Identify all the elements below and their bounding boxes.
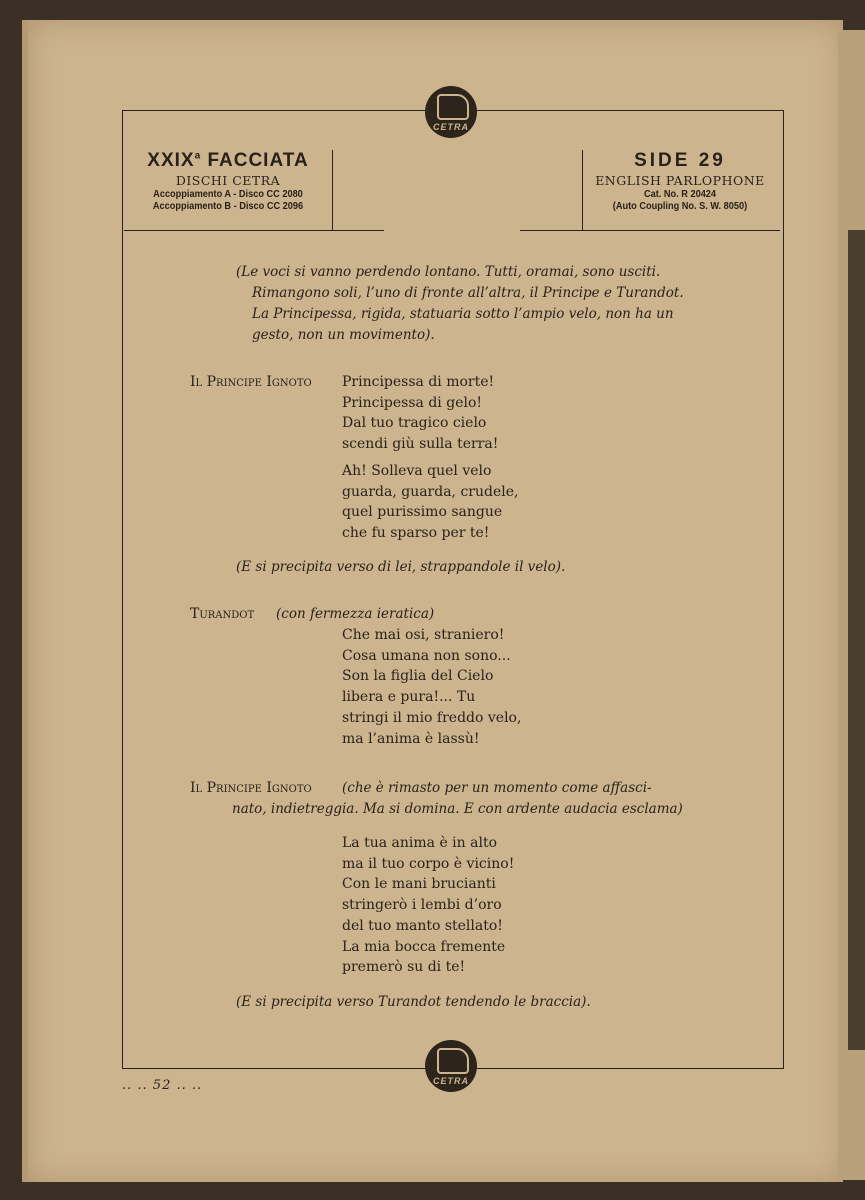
stage-direction-2: (E si precipita verso di lei, strappandole il velo).	[236, 559, 566, 575]
verse-line: Dal tuo tragico cielo	[342, 415, 487, 432]
header-right	[582, 150, 777, 230]
verse-line: Son la figlia del Cielo	[342, 668, 494, 685]
cetra-logo-icon: CETRA	[425, 1040, 477, 1092]
stage-direction-3: (E si precipita verso Turandot tendendo le braccia).	[236, 994, 591, 1010]
verse-block	[342, 625, 521, 749]
verse-line: premerò su di te!	[342, 959, 466, 976]
character-direction: (con fermezza ieratica)	[276, 606, 435, 622]
verse-block	[342, 833, 514, 978]
page-edge-shadow	[848, 230, 865, 1050]
verse-line: Principessa di gelo!	[342, 394, 483, 411]
header-rule-left	[124, 230, 384, 231]
header-left-title: XXIX$^a$ FACCIATA	[147, 150, 309, 171]
verse-line: La tua anima è in alto	[342, 835, 498, 851]
header-left-line1: Accoppiamento A - Disco CC 2080	[153, 189, 303, 200]
header-left-line2: Accoppiamento B - Disco CC 2096	[152, 201, 304, 212]
verse-line: libera e pura!... Tu	[342, 689, 476, 706]
verse-line: Principessa di morte!	[342, 374, 495, 390]
character-direction: nato, indietreggia. Ma si domina. E con ardente audacia esclama)	[232, 801, 683, 817]
header-right-title: SIDE 29	[634, 150, 726, 171]
verse-line: che fu sparso per te!	[342, 525, 490, 542]
verse-block	[342, 461, 518, 544]
character-name: Il Principe Ignoto	[190, 780, 312, 796]
verse-line: ma il tuo corpo è vicino!	[342, 855, 515, 872]
character-name: Turandot	[190, 606, 255, 622]
verse-line: del tuo manto stellato!	[342, 917, 503, 934]
verse-line: scendi giù sulla terra!	[342, 436, 499, 453]
character-direction: (che è rimasto per un momento come affasci-	[342, 780, 652, 796]
page-number: .. .. 52 .. ..	[122, 1078, 203, 1093]
verse-line: Ah! Solleva quel velo	[342, 463, 492, 479]
verse-line: Che mai osi, straniero!	[342, 627, 505, 643]
header-rule-right	[520, 230, 780, 231]
header-right-line2: (Auto Coupling No. S. W. 8050)	[612, 201, 748, 212]
header-left-sub: DISCHI CETRA	[175, 173, 281, 188]
verse-line: stringerò i lembi d’oro	[342, 897, 502, 914]
verse-line: guarda, guarda, crudele,	[342, 483, 519, 500]
verse-line: Cosa umana non sono...	[342, 647, 511, 664]
character-name: Il Principe Ignoto	[190, 374, 312, 390]
verse-line: Con le mani brucianti	[342, 876, 496, 893]
verse-line: stringi il mio freddo velo,	[342, 709, 522, 726]
verse-line: quel purissimo sangue	[342, 504, 503, 521]
verse-line: ma l’anima è lassù!	[342, 730, 480, 747]
cetra-logo-icon: CETRA	[425, 86, 477, 138]
stage-direction-1: (Le voci si vanno perdendo lontano. Tutti, oramai, sono usciti. Rimangono soli, l’uno di fronte all’altra, il Principe e Turandot. La Principessa, rigida, statuaria sotto l’ampio velo, non ha un gesto, non un movimento).	[236, 264, 684, 343]
verse-line: La mia bocca fremente	[342, 938, 506, 955]
header-left	[124, 150, 333, 230]
verse-block	[342, 372, 498, 455]
header-right-sub: ENGLISH PARLOPHONE	[595, 173, 765, 188]
header-right-line1: Cat. No. R 20424	[643, 189, 717, 200]
